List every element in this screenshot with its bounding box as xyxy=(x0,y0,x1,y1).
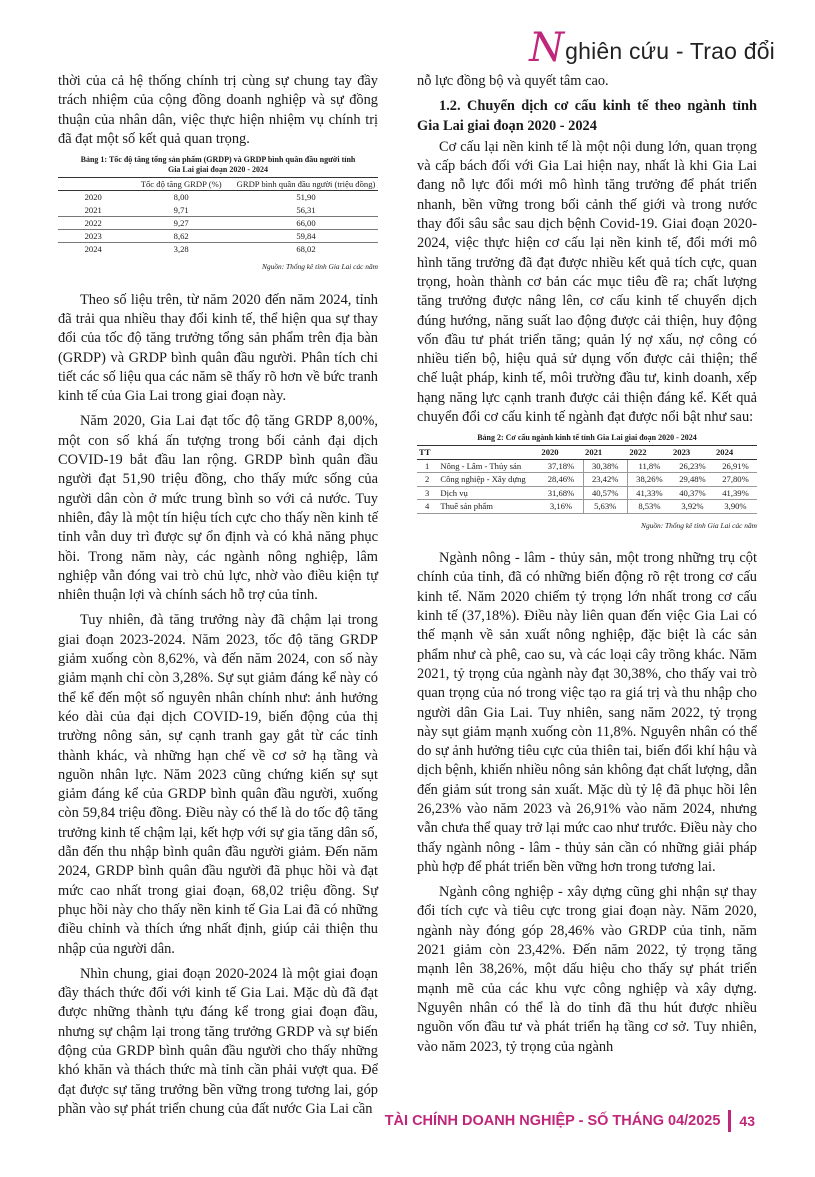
table-cell: 26,91% xyxy=(714,459,757,473)
table-1-grid xyxy=(58,178,378,255)
table-cell: 40,37% xyxy=(671,486,714,500)
table-row xyxy=(417,486,757,500)
table-row xyxy=(58,191,378,204)
table-cell: 41,33% xyxy=(627,486,671,500)
table-cell: 26,23% xyxy=(671,459,714,473)
table-cell: Công nghiệp - Xây dựng xyxy=(437,473,539,487)
table-cell: 3,16% xyxy=(539,500,583,514)
table-cell: 31,68% xyxy=(539,486,583,500)
table-cell: 3,28 xyxy=(128,243,234,256)
table-cell: 3 xyxy=(417,486,437,500)
table-1-caption-line2: Gia Lai giai đoạn 2020 - 2024 xyxy=(167,165,268,175)
table-cell: 8,53% xyxy=(627,500,671,514)
header-initial: N xyxy=(529,25,565,71)
table-header-cell: 2023 xyxy=(671,446,714,459)
paragraph: Cơ cấu lại nền kinh tế là một nội dung lớn, quan trọng và cấp bách đối với Gia Lai hiện nay, nhất là khi Gia Lai đang nỗ lực đổi mới mô hình tăng trưởng để phát triển nhanh, bền vững trong bối cảnh thế giới và trong nước thay đổi sâu sắc sau dịch bệnh Covid-19. Giai đoạn 2020-2024, việc thực hiện cơ cấu lại nền kinh tế, đổi mới mô hình tăng trưởng đã đạt được nhiều kết quả tích cực, quan trọng, hoàn thành cơ bản các mục tiêu đề ra; chất lượng tăng trưởng được nâng lên, cơ cấu kinh tế chuyển dịch đúng hướng, năng suất lao động được cải thiện, huy động vốn đầu tư phát triển tăng; quản lý nợ xấu, nợ công có nhiều tiến bộ, hiệu quả sử dụng vốn được cải thiện; thể chế luật pháp, kinh tế, môi trường đầu tư, kinh doanh, xếp hạng năng lực cạnh tranh được cải thiện đáng kể. Kết quả chuyển đổi cơ cấu kinh tế ngành đạt được nổi bật như sau: xyxy=(417,138,757,426)
table-row xyxy=(58,230,378,243)
table-cell: 40,57% xyxy=(583,486,627,500)
table-row xyxy=(417,473,757,487)
table-cell: 27,80% xyxy=(714,473,757,487)
table-cell: 2021 xyxy=(84,204,102,215)
table-1-caption-line1: Bảng 1: Tốc độ tăng tổng sản phẩm (GRDP) và GRDP bình quân đầu người tỉnh xyxy=(80,155,356,165)
journal-name: TÀI CHÍNH DOANH NGHIỆP - SỐ THÁNG 04/2025 xyxy=(384,1113,721,1129)
table-header-cell: Tốc độ tăng GRDP (%) xyxy=(128,178,234,191)
table-header-cell xyxy=(58,178,128,191)
paragraph: Nhìn chung, giai đoạn 2020-2024 là một giai đoạn đầy thách thức đối với kinh tế Gia Lai. Mặc dù đã đạt được những thành tựu đáng kể trong giai đoạn đầu, nhưng sự chậm lại trong tăng trưởng GRDP và sự biến động của GRDP bình quân đầu người cho thấy những khó khăn và thách thức mà tỉnh cần phải vượt qua. Để đạt được sự tăng trưởng bền vững trong tương lai, góp phần vào sự phát triển chung của đất nước Gia Lai cần xyxy=(58,965,378,1117)
table-header-cell: 2021 xyxy=(583,446,627,459)
table-cell: 1 xyxy=(417,459,437,473)
table-header-row xyxy=(58,178,378,191)
table-cell: 2023 xyxy=(58,230,128,243)
table-2-source: Nguồn: Thống kê tỉnh Gia Lai các năm xyxy=(641,520,757,530)
table-cell: 66,00 xyxy=(234,216,378,229)
table-2 xyxy=(417,433,757,535)
table-header-cell: 2020 xyxy=(539,446,583,459)
table-row xyxy=(58,216,378,229)
table-1-source: Nguồn: Thống kê tỉnh Gia Lai các năm xyxy=(262,262,378,272)
right-column xyxy=(417,72,757,1063)
section-heading: 1.2. Chuyển dịch cơ cấu kinh tế theo ngành tỉnh Gia Lai giai đoạn 2020 - 2024 xyxy=(417,98,757,134)
table-cell: Nông - Lâm - Thủy sản xyxy=(437,459,539,473)
table-row xyxy=(58,204,378,217)
table-cell: 37,18% xyxy=(539,459,583,473)
left-column xyxy=(58,72,378,1125)
header-title: ghiên cứu - Trao đổi xyxy=(565,38,775,64)
table-header-cell: 2022 xyxy=(627,446,671,459)
table-2-caption: Bảng 2: Cơ cấu ngành kinh tế tỉnh Gia Lai giai đoạn 2020 - 2024 xyxy=(417,433,757,446)
table-1 xyxy=(58,155,378,277)
table-cell: 11,8% xyxy=(627,459,671,473)
table-header-row xyxy=(417,446,757,459)
table-cell: 30,38% xyxy=(583,459,627,473)
paragraph: Ngành công nghiệp - xây dựng cũng ghi nhận sự thay đổi tích cực và tiêu cực trong giai đoạn này. Năm 2020, ngành này đóng góp 28,46% vào GRDP của tỉnh, năm 2021 giảm còn 23,42%. Đến năm 2022, tỷ trọng tăng mạnh lên 38,26%, một dấu hiệu cho thấy sự phát triển mạnh mẽ của các khu vực công nghiệp và xây dựng. Nguyên nhân có thể là do tỉnh đã thu hút được nhiều nguồn vốn đầu tư và phát triển hạ tầng cơ sở. Tuy nhiên, vào năm 2023, tỷ trọng của ngành xyxy=(417,884,757,1055)
table-cell: Thuế sản phẩm xyxy=(437,500,539,514)
table-cell: 29,48% xyxy=(671,473,714,487)
page-number: 43 xyxy=(739,1113,755,1129)
paragraph: nỗ lực đồng bộ và quyết tâm cao. xyxy=(417,73,609,89)
table-cell: 9,71 xyxy=(173,204,189,215)
paragraph: thời của cả hệ thống chính trị cùng sự chung tay đầy trách nhiệm của cộng đồng doanh nghiệp và sự đồng thuận của nhân dân, việc thực hiện nhiệm vụ chính trị đã đạt một số kết quả quan trọng. xyxy=(58,73,378,147)
paragraph: Theo số liệu trên, từ năm 2020 đến năm 2024, tỉnh đã trải qua nhiều thay đổi kinh tế, thể hiện qua sự thay đổi của tốc độ tăng trưởng tổng sản phẩm trên địa bàn (GRDP) và GRDP bình quân đầu người. Phân tích chi tiết các số liệu qua các năm sẽ thấy rõ hơn về bức tranh kinh tế của Gia Lai trong giai đoạn này. xyxy=(58,291,378,405)
paragraph: Ngành nông - lâm - thủy sản, một trong những trụ cột chính của tỉnh, đã có những biến động rõ rệt trong cơ cấu kinh tế. Năm 2020 chiếm tỷ trọng lớn nhất trong cơ cấu kinh tế (37,18%). Điều này liên quan đến việc Gia Lai có thế mạnh về sản xuất nông nghiệp, đặc biệt là các sản phẩm như cà phê, cao su, và các loại cây trồng khác. Năm 2021, tỷ trọng của ngành này đạt 30,38%, cho thấy vai trò quan trọng của nó trong việc tạo ra giá trị và thu nhập cho người dân Gia Lai. Tuy nhiên, sang năm 2022, tỷ trọng này sụt giảm mạnh xuống còn 11,8%. Nguyên nhân có thể do sự ảnh hưởng tiêu cực của thiên tai, biến đổi khí hậu và dịch bệnh, khiến nhiều nông sản không đạt chất lượng, dẫn đến giảm sút trong sản xuất. Mặc dù tỷ lệ đã phục hồi lên 26,23% vào năm 2023 và 26,91% vào năm 2024, nhưng vẫn chưa thể quay trở lại mức cao như trước. Điều này cho thấy ngành nông - lâm - thủy sản cần có những giải pháp phù hợp để phát triển bền vững hơn trong tương lai. xyxy=(417,550,757,875)
table-header-cell: GRDP bình quân đầu người (triệu đồng) xyxy=(234,178,378,191)
table-cell: 8,00 xyxy=(173,192,189,203)
table-cell: 51,90 xyxy=(296,192,316,203)
page-footer xyxy=(385,1110,755,1132)
table-cell: 23,42% xyxy=(583,473,627,487)
table-cell: 2 xyxy=(417,473,437,487)
table-cell: 3,92% xyxy=(671,500,714,514)
table-cell: 2022 xyxy=(58,216,128,229)
paragraph: Tuy nhiên, đà tăng trưởng này đã chậm lại trong giai đoạn 2023-2024. Năm 2023, tốc độ tăng GRDP giảm xuống còn 8,62%, và đến năm 2024, con số này giảm mạnh chỉ còn 3,28%. Sự sụt giảm đáng kể này có thể kể đến một số nguyên nhân chính như: ảnh hưởng kéo dài của đại dịch COVID-19, biến động của thị trường nông sản, sự cạnh tranh gay gắt từ các tỉnh thành khác, và những hạn chế về cơ sở hạ tầng và nguồn nhân lực. Năm 2023 cũng chứng kiến sự sụt giảm đáng kể của GRDP bình quân đầu người, xuống còn 59,84 triệu đồng. Điều này có thể là do tốc độ tăng trưởng kinh tế chậm lại, kết hợp với sự gia tăng dân số, dẫn đến thu nhập bình quân đầu người giảm. Đến năm 2024, GRDP bình quân đầu người đã phục hồi và đạt mức cao nhất trong giai đoạn, 68,02 triệu đồng. Sự phục hồi này cho thấy nền kinh tế Gia Lai đã có những điều chỉnh và thích ứng nhất định, giúp cải thiện thu nhập của người dân. xyxy=(58,612,378,957)
table-cell: 68,02 xyxy=(234,243,378,256)
table-cell: 28,46% xyxy=(539,473,583,487)
table-row xyxy=(417,500,757,514)
table-row xyxy=(417,459,757,473)
table-cell: Dịch vụ xyxy=(437,486,539,500)
footer-divider xyxy=(728,1110,731,1132)
table-cell: 9,27 xyxy=(128,216,234,229)
table-cell: 2024 xyxy=(58,243,128,256)
table-cell: 41,39% xyxy=(714,486,757,500)
table-cell: 3,90% xyxy=(714,500,757,514)
table-cell: 59,84 xyxy=(234,230,378,243)
table-1-caption xyxy=(58,155,378,178)
table-cell: 2020 xyxy=(84,192,102,203)
table-header-cell: 2024 xyxy=(714,446,757,459)
table-cell: 5,63% xyxy=(583,500,627,514)
table-cell: 38,26% xyxy=(627,473,671,487)
paragraph: Năm 2020, Gia Lai đạt tốc độ tăng GRDP 8,00%, một con số khá ấn tượng trong bối cảnh đại dịch COVID-19 bắt đầu lan rộng. GRDP bình quân đầu người đạt 51,90 triệu đồng, cho thấy mức sống của người dân còn ở mức trung bình so với cả nước. Tuy nhiên, đây là một tín hiệu tích cực cho thấy nền kinh tế tỉnh vẫn duy trì được sự ổn định và có khả năng phục hồi. Trong năm này, các ngành nông nghiệp, lâm nghiệp vẫn đóng vai trò chủ lực, nhờ vào điều kiện tự nhiên thuận lợi và chính sách hỗ trợ của tỉnh. xyxy=(58,413,378,604)
page-header xyxy=(529,18,775,71)
table-cell: 56,31 xyxy=(296,204,316,215)
table-header-cell: TT xyxy=(417,446,437,459)
table-2-grid xyxy=(417,446,757,514)
table-header-cell xyxy=(437,446,539,459)
table-cell: 4 xyxy=(417,500,437,514)
table-row xyxy=(58,243,378,256)
table-cell: 8,62 xyxy=(128,230,234,243)
